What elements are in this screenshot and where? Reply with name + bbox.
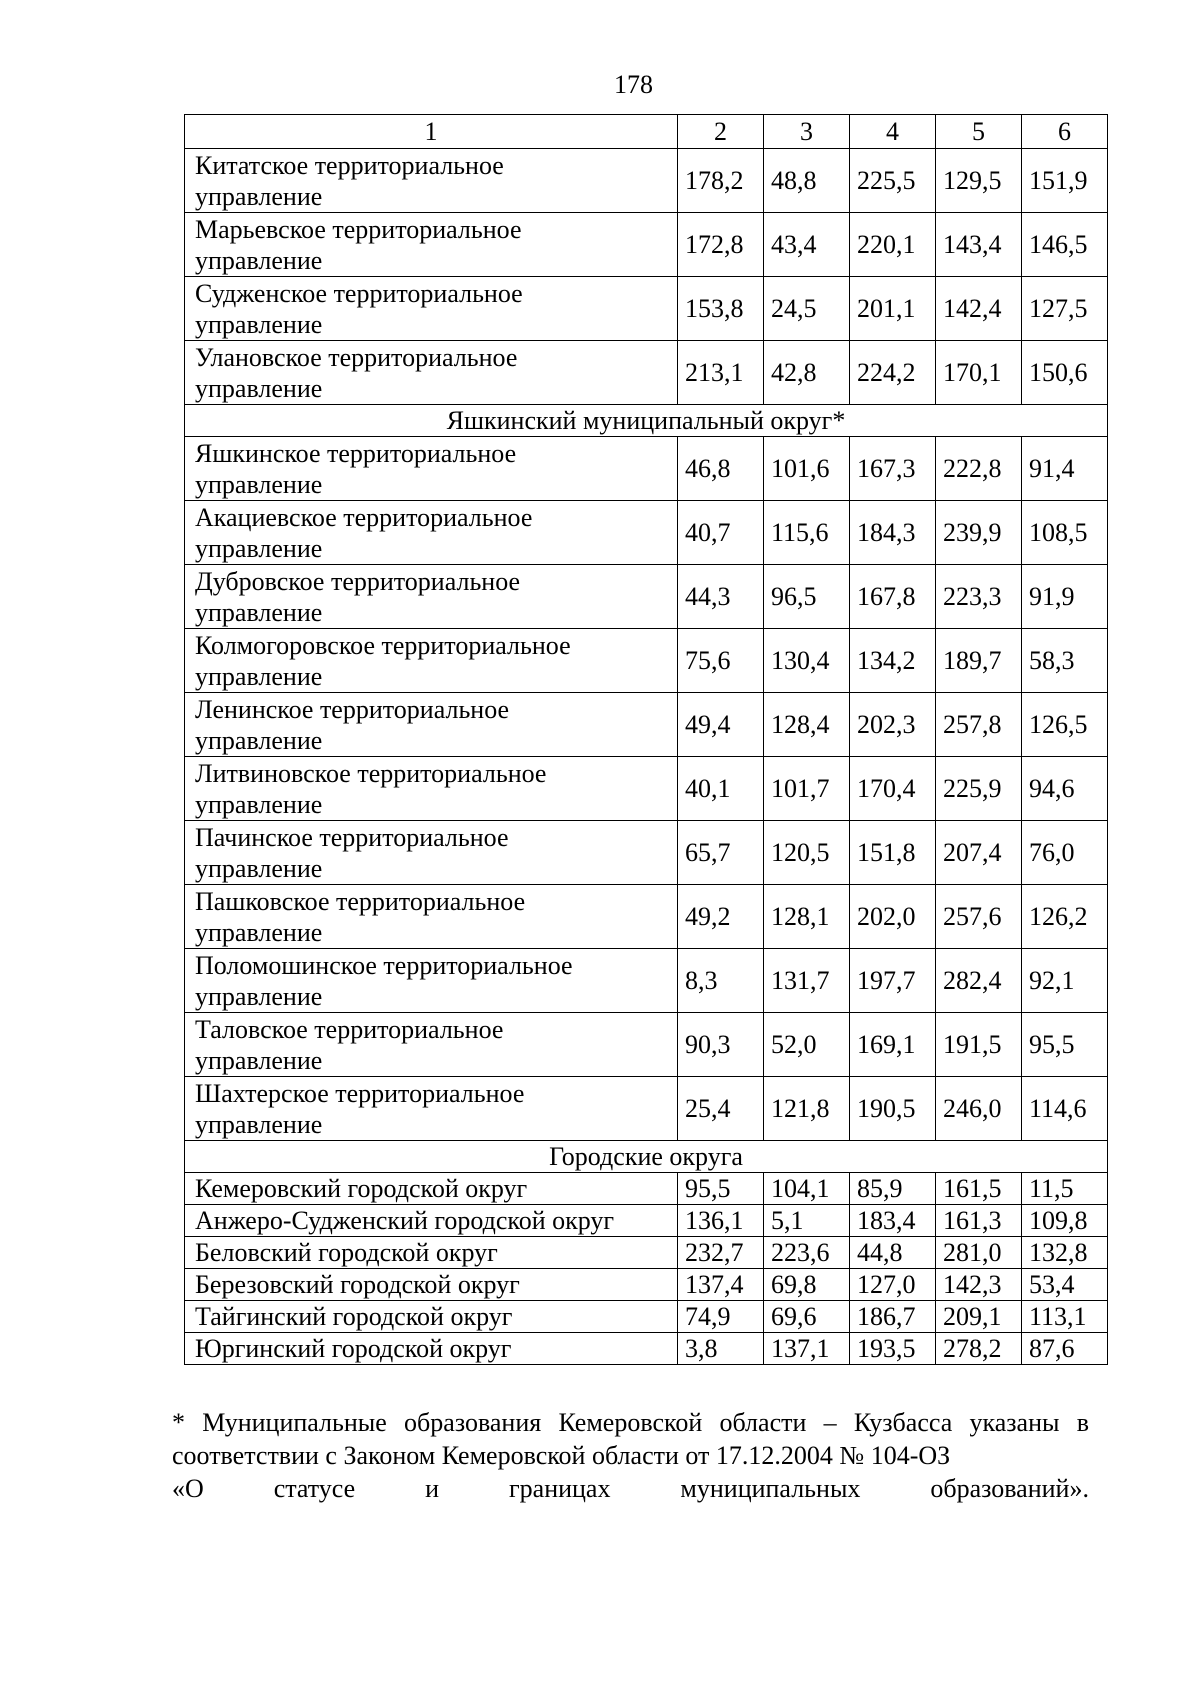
value-cell: 202,0 bbox=[850, 885, 936, 949]
table-row bbox=[185, 885, 1108, 949]
value-cell: 150,6 bbox=[1022, 341, 1108, 405]
footnote bbox=[172, 1406, 1089, 1505]
value-cell: 128,4 bbox=[764, 693, 850, 757]
territory-name-cell bbox=[185, 149, 678, 213]
value-cell: 153,8 bbox=[678, 277, 764, 341]
value-cell: 169,1 bbox=[850, 1013, 936, 1077]
value-cell: 130,4 bbox=[764, 629, 850, 693]
value-cell: 95,5 bbox=[678, 1173, 764, 1205]
territory-name: Тайгинский городской округ bbox=[195, 1302, 513, 1331]
value-cell: 137,4 bbox=[678, 1269, 764, 1301]
value-cell: 85,9 bbox=[850, 1173, 936, 1205]
value-cell: 128,1 bbox=[764, 885, 850, 949]
territory-name-suffix: управление bbox=[195, 853, 323, 883]
table-header-row bbox=[185, 115, 1108, 149]
territory-name-suffix: управление bbox=[195, 469, 323, 499]
value-cell: 90,3 bbox=[678, 1013, 764, 1077]
column-header: 6 bbox=[1022, 115, 1108, 149]
value-cell: 143,4 bbox=[936, 213, 1022, 277]
column-header: 3 bbox=[764, 115, 850, 149]
value-cell: 190,5 bbox=[850, 1077, 936, 1141]
territory-name-suffix: управление bbox=[195, 661, 323, 691]
territory-name-cell bbox=[185, 565, 678, 629]
value-cell: 193,5 bbox=[850, 1333, 936, 1365]
value-cell: 3,8 bbox=[678, 1333, 764, 1365]
value-cell: 40,7 bbox=[678, 501, 764, 565]
value-cell: 42,8 bbox=[764, 341, 850, 405]
value-cell: 96,5 bbox=[764, 565, 850, 629]
footnote-word: муниципальных bbox=[680, 1474, 861, 1503]
table-row bbox=[185, 1205, 1108, 1237]
territory-name-suffix: управление bbox=[195, 789, 323, 819]
value-cell: 92,1 bbox=[1022, 949, 1108, 1013]
value-cell: 127,0 bbox=[850, 1269, 936, 1301]
territory-name: Улановское территориальное bbox=[195, 342, 518, 372]
value-cell: 281,0 bbox=[936, 1237, 1022, 1269]
table-row bbox=[185, 1173, 1108, 1205]
territory-name: Литвиновское территориальное bbox=[195, 758, 547, 788]
table-row bbox=[185, 693, 1108, 757]
table-row bbox=[185, 501, 1108, 565]
territory-name: Судженское территориальное bbox=[195, 278, 523, 308]
value-cell: 172,8 bbox=[678, 213, 764, 277]
section-row bbox=[185, 405, 1108, 437]
territory-name-suffix: управление bbox=[195, 245, 323, 275]
territory-name: Марьевское территориальное bbox=[195, 214, 522, 244]
value-cell: 167,3 bbox=[850, 437, 936, 501]
territory-name-cell bbox=[185, 821, 678, 885]
value-cell: 44,8 bbox=[850, 1237, 936, 1269]
territory-name-cell bbox=[185, 949, 678, 1013]
value-cell: 40,1 bbox=[678, 757, 764, 821]
territory-name: Пашковское территориальное bbox=[195, 886, 526, 916]
value-cell: 202,3 bbox=[850, 693, 936, 757]
value-cell: 146,5 bbox=[1022, 213, 1108, 277]
value-cell: 126,5 bbox=[1022, 693, 1108, 757]
value-cell: 161,5 bbox=[936, 1173, 1022, 1205]
value-cell: 46,8 bbox=[678, 437, 764, 501]
value-cell: 8,3 bbox=[678, 949, 764, 1013]
table-row bbox=[185, 1269, 1108, 1301]
table-row bbox=[185, 213, 1108, 277]
value-cell: 101,6 bbox=[764, 437, 850, 501]
territory-name-suffix: управление bbox=[195, 597, 323, 627]
territory-name-cell bbox=[185, 693, 678, 757]
value-cell: 121,8 bbox=[764, 1077, 850, 1141]
territory-name-suffix: управление bbox=[195, 1045, 323, 1075]
footnote-word: «О bbox=[172, 1474, 204, 1503]
footnote-word: границах bbox=[508, 1474, 611, 1503]
territory-name-cell bbox=[185, 501, 678, 565]
column-header: 5 bbox=[936, 115, 1022, 149]
table-row bbox=[185, 1333, 1108, 1365]
value-cell: 213,1 bbox=[678, 341, 764, 405]
value-cell: 225,9 bbox=[936, 757, 1022, 821]
value-cell: 94,6 bbox=[1022, 757, 1108, 821]
value-cell: 136,1 bbox=[678, 1205, 764, 1237]
territory-name-cell bbox=[185, 885, 678, 949]
territory-name-cell bbox=[185, 1333, 678, 1365]
value-cell: 91,4 bbox=[1022, 437, 1108, 501]
territory-name-cell bbox=[185, 1237, 678, 1269]
territory-name: Березовский городской округ bbox=[195, 1270, 520, 1299]
value-cell: 69,6 bbox=[764, 1301, 850, 1333]
value-cell: 131,7 bbox=[764, 949, 850, 1013]
value-cell: 222,8 bbox=[936, 437, 1022, 501]
territory-name-cell bbox=[185, 629, 678, 693]
table-row bbox=[185, 437, 1108, 501]
territory-name-suffix: управление bbox=[195, 917, 323, 947]
territory-name-suffix: управление bbox=[195, 309, 323, 339]
value-cell: 65,7 bbox=[678, 821, 764, 885]
territory-name: Китатское территориальное bbox=[195, 150, 504, 180]
column-header: 2 bbox=[678, 115, 764, 149]
footnote-word: образований». bbox=[930, 1474, 1089, 1503]
table-row bbox=[185, 341, 1108, 405]
value-cell: 151,9 bbox=[1022, 149, 1108, 213]
territory-name-cell bbox=[185, 341, 678, 405]
territory-name-cell bbox=[185, 1269, 678, 1301]
territory-name-suffix: управление bbox=[195, 181, 323, 211]
value-cell: 257,8 bbox=[936, 693, 1022, 757]
value-cell: 49,4 bbox=[678, 693, 764, 757]
section-title: Городские округа bbox=[185, 1141, 1108, 1173]
territory-name-suffix: управление bbox=[195, 533, 323, 563]
territory-name-suffix: управление bbox=[195, 981, 323, 1011]
value-cell: 142,3 bbox=[936, 1269, 1022, 1301]
column-header: 1 bbox=[185, 115, 678, 149]
value-cell: 239,9 bbox=[936, 501, 1022, 565]
value-cell: 44,3 bbox=[678, 565, 764, 629]
value-cell: 225,5 bbox=[850, 149, 936, 213]
value-cell: 49,2 bbox=[678, 885, 764, 949]
territory-name: Яшкинское территориальное bbox=[195, 438, 517, 468]
value-cell: 223,3 bbox=[936, 565, 1022, 629]
territory-name: Беловский городской округ bbox=[195, 1238, 498, 1267]
territory-name-cell bbox=[185, 1077, 678, 1141]
value-cell: 191,5 bbox=[936, 1013, 1022, 1077]
territory-name-cell bbox=[185, 1173, 678, 1205]
footnote-last-line bbox=[172, 1472, 1089, 1505]
value-cell: 183,4 bbox=[850, 1205, 936, 1237]
value-cell: 101,7 bbox=[764, 757, 850, 821]
value-cell: 220,1 bbox=[850, 213, 936, 277]
footnote-word: статусе bbox=[273, 1474, 356, 1503]
value-cell: 170,4 bbox=[850, 757, 936, 821]
value-cell: 87,6 bbox=[1022, 1333, 1108, 1365]
territory-name: Акациевское территориальное bbox=[195, 502, 533, 532]
table-row bbox=[185, 1077, 1108, 1141]
value-cell: 74,9 bbox=[678, 1301, 764, 1333]
value-cell: 109,8 bbox=[1022, 1205, 1108, 1237]
value-cell: 167,8 bbox=[850, 565, 936, 629]
value-cell: 132,8 bbox=[1022, 1237, 1108, 1269]
table-body bbox=[185, 115, 1108, 1365]
value-cell: 114,6 bbox=[1022, 1077, 1108, 1141]
value-cell: 43,4 bbox=[764, 213, 850, 277]
value-cell: 52,0 bbox=[764, 1013, 850, 1077]
table-row bbox=[185, 149, 1108, 213]
value-cell: 189,7 bbox=[936, 629, 1022, 693]
territory-name: Кемеровский городской округ bbox=[195, 1174, 528, 1203]
value-cell: 5,1 bbox=[764, 1205, 850, 1237]
footnote-text: * Муниципальные образования Кемеровской области – Кузбасса указаны в соответствии с Законом Кемеровской области от 17.12.2004 № 104-ОЗ bbox=[172, 1408, 1089, 1470]
value-cell: 58,3 bbox=[1022, 629, 1108, 693]
value-cell: 25,4 bbox=[678, 1077, 764, 1141]
value-cell: 278,2 bbox=[936, 1333, 1022, 1365]
territory-name: Дубровское территориальное bbox=[195, 566, 521, 596]
page-number: 178 bbox=[614, 70, 653, 99]
territory-name-cell bbox=[185, 437, 678, 501]
value-cell: 161,3 bbox=[936, 1205, 1022, 1237]
column-header: 4 bbox=[850, 115, 936, 149]
value-cell: 246,0 bbox=[936, 1077, 1022, 1141]
territory-name: Шахтерское территориальное bbox=[195, 1078, 525, 1108]
value-cell: 76,0 bbox=[1022, 821, 1108, 885]
table-row bbox=[185, 1301, 1108, 1333]
value-cell: 48,8 bbox=[764, 149, 850, 213]
table-row bbox=[185, 949, 1108, 1013]
territory-name-cell bbox=[185, 213, 678, 277]
territory-name-cell bbox=[185, 277, 678, 341]
section-title: Яшкинский муниципальный округ* bbox=[185, 405, 1108, 437]
value-cell: 257,6 bbox=[936, 885, 1022, 949]
value-cell: 232,7 bbox=[678, 1237, 764, 1269]
value-cell: 134,2 bbox=[850, 629, 936, 693]
territory-name: Юргинский городской округ bbox=[195, 1334, 512, 1363]
value-cell: 178,2 bbox=[678, 149, 764, 213]
value-cell: 127,5 bbox=[1022, 277, 1108, 341]
value-cell: 224,2 bbox=[850, 341, 936, 405]
value-cell: 113,1 bbox=[1022, 1301, 1108, 1333]
section-row bbox=[185, 1141, 1108, 1173]
value-cell: 53,4 bbox=[1022, 1269, 1108, 1301]
value-cell: 91,9 bbox=[1022, 565, 1108, 629]
value-cell: 75,6 bbox=[678, 629, 764, 693]
value-cell: 209,1 bbox=[936, 1301, 1022, 1333]
value-cell: 186,7 bbox=[850, 1301, 936, 1333]
territory-name-suffix: управление bbox=[195, 1109, 323, 1139]
value-cell: 120,5 bbox=[764, 821, 850, 885]
value-cell: 126,2 bbox=[1022, 885, 1108, 949]
footnote-word: и bbox=[425, 1474, 440, 1503]
territory-name: Ленинское территориальное bbox=[195, 694, 510, 724]
table-row bbox=[185, 757, 1108, 821]
territory-name-cell bbox=[185, 1205, 678, 1237]
value-cell: 142,4 bbox=[936, 277, 1022, 341]
value-cell: 184,3 bbox=[850, 501, 936, 565]
territory-name-suffix: управление bbox=[195, 373, 323, 403]
value-cell: 151,8 bbox=[850, 821, 936, 885]
territory-name: Анжеро-Судженский городской округ bbox=[195, 1206, 615, 1235]
value-cell: 69,8 bbox=[764, 1269, 850, 1301]
value-cell: 223,6 bbox=[764, 1237, 850, 1269]
value-cell: 104,1 bbox=[764, 1173, 850, 1205]
value-cell: 201,1 bbox=[850, 277, 936, 341]
value-cell: 137,1 bbox=[764, 1333, 850, 1365]
value-cell: 108,5 bbox=[1022, 501, 1108, 565]
value-cell: 129,5 bbox=[936, 149, 1022, 213]
value-cell: 207,4 bbox=[936, 821, 1022, 885]
table-row bbox=[185, 629, 1108, 693]
table-row bbox=[185, 277, 1108, 341]
territory-name-cell bbox=[185, 757, 678, 821]
territory-name: Пачинское территориальное bbox=[195, 822, 509, 852]
table-row bbox=[185, 565, 1108, 629]
value-cell: 197,7 bbox=[850, 949, 936, 1013]
territory-name-cell bbox=[185, 1301, 678, 1333]
territory-name-cell bbox=[185, 1013, 678, 1077]
territory-name: Колмогоровское территориальное bbox=[195, 630, 571, 660]
value-cell: 282,4 bbox=[936, 949, 1022, 1013]
value-cell: 95,5 bbox=[1022, 1013, 1108, 1077]
table-row bbox=[185, 1237, 1108, 1269]
value-cell: 170,1 bbox=[936, 341, 1022, 405]
territory-name: Таловское территориальное bbox=[195, 1014, 504, 1044]
value-cell: 11,5 bbox=[1022, 1173, 1108, 1205]
data-table bbox=[184, 114, 1108, 1365]
value-cell: 115,6 bbox=[764, 501, 850, 565]
table-row bbox=[185, 821, 1108, 885]
territory-name: Поломошинское территориальное bbox=[195, 950, 573, 980]
value-cell: 24,5 bbox=[764, 277, 850, 341]
table-row bbox=[185, 1013, 1108, 1077]
territory-name-suffix: управление bbox=[195, 725, 323, 755]
